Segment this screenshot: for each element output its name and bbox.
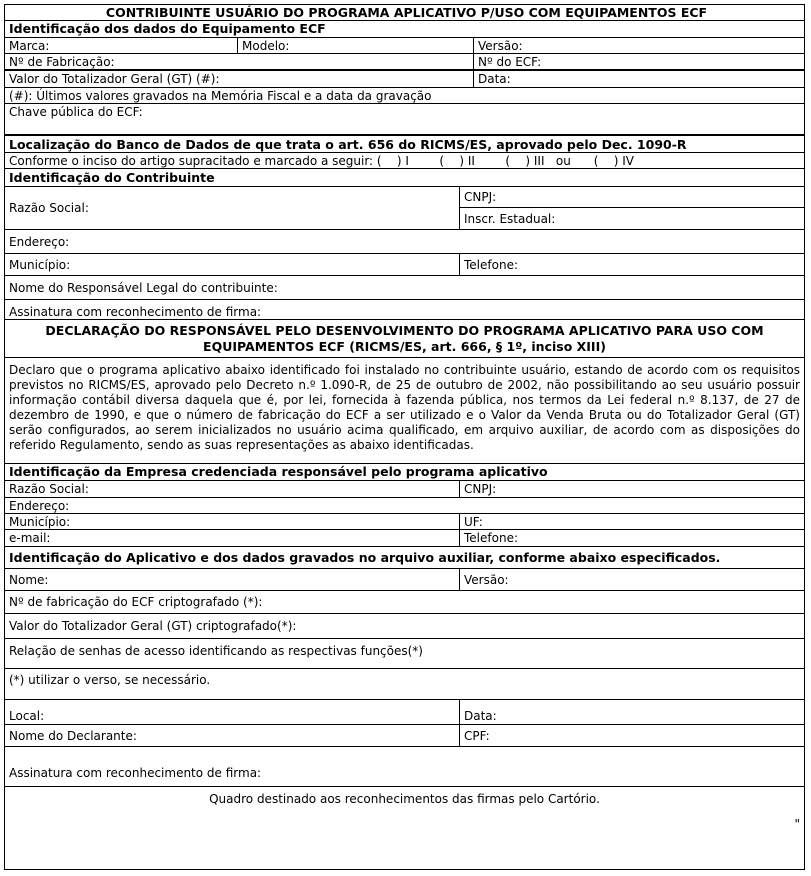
nota-row — [5, 669, 804, 700]
local-field[interactable]: Local: — [9, 709, 45, 723]
empresa-telefone-field[interactable]: Telefone: — [459, 530, 804, 546]
ecf-note-row — [5, 88, 804, 104]
ecf-row-gt — [5, 71, 804, 88]
cartorio-box — [5, 787, 804, 869]
local-data-field[interactable]: Data: — [459, 700, 804, 724]
inciso-row — [5, 153, 804, 169]
ecf-note: (#): Últimos valores gravados na Memória Fiscal e a data da gravação — [9, 88, 432, 103]
aplicativo-fabricacao-field[interactable]: Nº de fabricação do ECF criptografado (*): — [9, 595, 263, 609]
empresa-endereco-field[interactable]: Endereço: — [9, 498, 70, 513]
empresa-email-row — [5, 530, 804, 547]
declaracao-text: Declaro que o programa aplicativo abaixo identificado foi instalado no contribuinte usuário, estando de acordo com os requisitos previstos no RICMS/ES, aprovado pelo Decreto n.º 1.090-R, de 25 de outubro de 2002, não possibilitando ao seu usuário possuir informação contábil diversa daquela que é, por lei, fornecida à fazenda pública, nos termos da Lei federal n.º 8.137, de 27 de dezembro de 1990, e que o número de fabricação do ECF a ser utilizado e o Valor da Venda Bruta ou do Totalizador Geral (GT) serão configurados, ao serem inicializados no usuário acima qualificado, em arquivo auxiliar, de acordo com as disposições do referido Regulamento, sendo as suas representações as abaixo identificadas. — [9, 363, 800, 452]
inscr-estadual-field[interactable]: Inscr. Estadual: — [464, 211, 556, 226]
aplicativo-heading-row — [5, 547, 804, 569]
num-ecf-field[interactable]: Nº do ECF: — [473, 54, 804, 69]
empresa-email-field[interactable]: e-mail: — [9, 531, 51, 545]
marca-field[interactable]: Marca: — [9, 38, 50, 53]
aplicativo-gt-row — [5, 614, 804, 639]
ecf-form — [4, 4, 805, 870]
contribuinte-municipio-row — [5, 254, 804, 276]
fabricacao-field[interactable]: Nº de Fabricação: — [9, 54, 115, 69]
contribuinte-razao-field[interactable]: Razão Social: — [9, 201, 89, 215]
aplicativo-nome-field[interactable]: Nome: — [9, 572, 49, 587]
localizacao-heading-row — [5, 136, 804, 153]
contribuinte-razao-row — [5, 186, 804, 230]
local-row — [5, 700, 804, 725]
senhas-field[interactable]: Relação de senhas de acesso identificando as respectivas funções(*) — [9, 644, 423, 658]
verso-note: (*) utilizar o verso, se necessário. — [9, 673, 211, 687]
contribuinte-heading-row — [5, 169, 804, 186]
declarante-row — [5, 725, 804, 747]
declaracao-text-row — [5, 358, 804, 464]
empresa-endereco-row — [5, 498, 804, 514]
ecf-row-fabricacao — [5, 54, 804, 71]
empresa-uf-field[interactable]: UF: — [459, 514, 804, 529]
responsavel-row — [5, 276, 804, 300]
ecf-heading: Identificação dos dados do Equipamento ECF — [9, 21, 326, 36]
declaracao-heading-row — [5, 320, 804, 358]
senhas-row — [5, 639, 804, 669]
end-mark: " — [794, 817, 800, 831]
empresa-razao-row — [5, 481, 804, 498]
aplicativo-versao-field[interactable]: Versão: — [459, 569, 804, 590]
declarante-assinatura-field[interactable]: Assinatura com reconhecimento de firma: — [9, 766, 262, 780]
empresa-razao-field[interactable]: Razão Social: — [9, 482, 89, 496]
empresa-municipio-field[interactable]: Município: — [9, 514, 71, 529]
responsavel-field[interactable]: Nome do Responsável Legal do contribuinte: — [9, 280, 278, 295]
contribuinte-telefone-field[interactable]: Telefone: — [459, 254, 804, 275]
form-title-row — [5, 5, 804, 21]
modelo-field[interactable]: Modelo: — [237, 38, 473, 53]
empresa-municipio-row — [5, 514, 804, 530]
contribuinte-assinatura-field[interactable]: Assinatura com reconhecimento de firma: — [9, 305, 262, 319]
cartorio-label: Quadro destinado aos reconhecimentos das firmas pelo Cartório. — [209, 792, 600, 806]
cpf-field[interactable]: CPF: — [459, 725, 804, 746]
contribuinte-municipio-field[interactable]: Município: — [9, 257, 71, 272]
gt-data-field[interactable]: Data: — [473, 71, 804, 87]
localizacao-heading: Localização do Banco de Dados de que trata o art. 656 do RICMS/ES, aprovado pelo Dec. 1090-R — [9, 137, 687, 152]
declaracao-heading: DECLARAÇÃO DO RESPONSÁVEL PELO DESENVOLVIMENTO DO PROGRAMA APLICATIVO PARA USO COM EQUIPAMENTOS ECF (RICMS/ES, art. 666, § 1º, inciso XIII) — [45, 323, 764, 354]
ecf-heading-row — [5, 21, 804, 37]
form-title: CONTRIBUINTE USUÁRIO DO PROGRAMA APLICATIVO P/USO COM EQUIPAMENTOS ECF — [105, 5, 708, 20]
chave-field[interactable]: Chave pública do ECF: — [9, 105, 143, 119]
empresa-cnpj-field[interactable]: CNPJ: — [459, 481, 804, 497]
gt-field[interactable]: Valor do Totalizador Geral (GT) (#): — [9, 72, 220, 86]
contribuinte-assinatura-row — [5, 300, 804, 320]
aplicativo-nome-row — [5, 569, 804, 591]
aplicativo-gt-field[interactable]: Valor do Totalizador Geral (GT) criptografado(*): — [9, 619, 297, 633]
chave-row — [5, 104, 804, 136]
declarante-field[interactable]: Nome do Declarante: — [9, 728, 137, 743]
declarante-assinatura-row — [5, 747, 804, 787]
contribuinte-ids — [459, 187, 804, 229]
contribuinte-heading: Identificação do Contribuinte — [9, 169, 215, 185]
contribuinte-cnpj-field[interactable]: CNPJ: — [460, 187, 804, 208]
contribuinte-endereco-field[interactable]: Endereço: — [9, 234, 70, 249]
empresa-heading: Identificação da Empresa credenciada responsável pelo programa aplicativo — [9, 464, 548, 479]
contribuinte-endereco-row — [5, 230, 804, 254]
empresa-heading-row — [5, 464, 804, 481]
aplicativo-heading: Identificação do Aplicativo e dos dados gravados no arquivo auxiliar, conforme abaixo especificados. — [9, 549, 721, 565]
versao-field[interactable]: Versão: — [473, 38, 804, 53]
inciso-options[interactable]: Conforme o inciso do artigo supracitado e marcado a seguir: ( ) I ( ) II ( ) III ou ( ) IV — [9, 153, 634, 168]
ecf-row-marca — [5, 37, 804, 54]
aplicativo-fabricacao-row — [5, 591, 804, 614]
